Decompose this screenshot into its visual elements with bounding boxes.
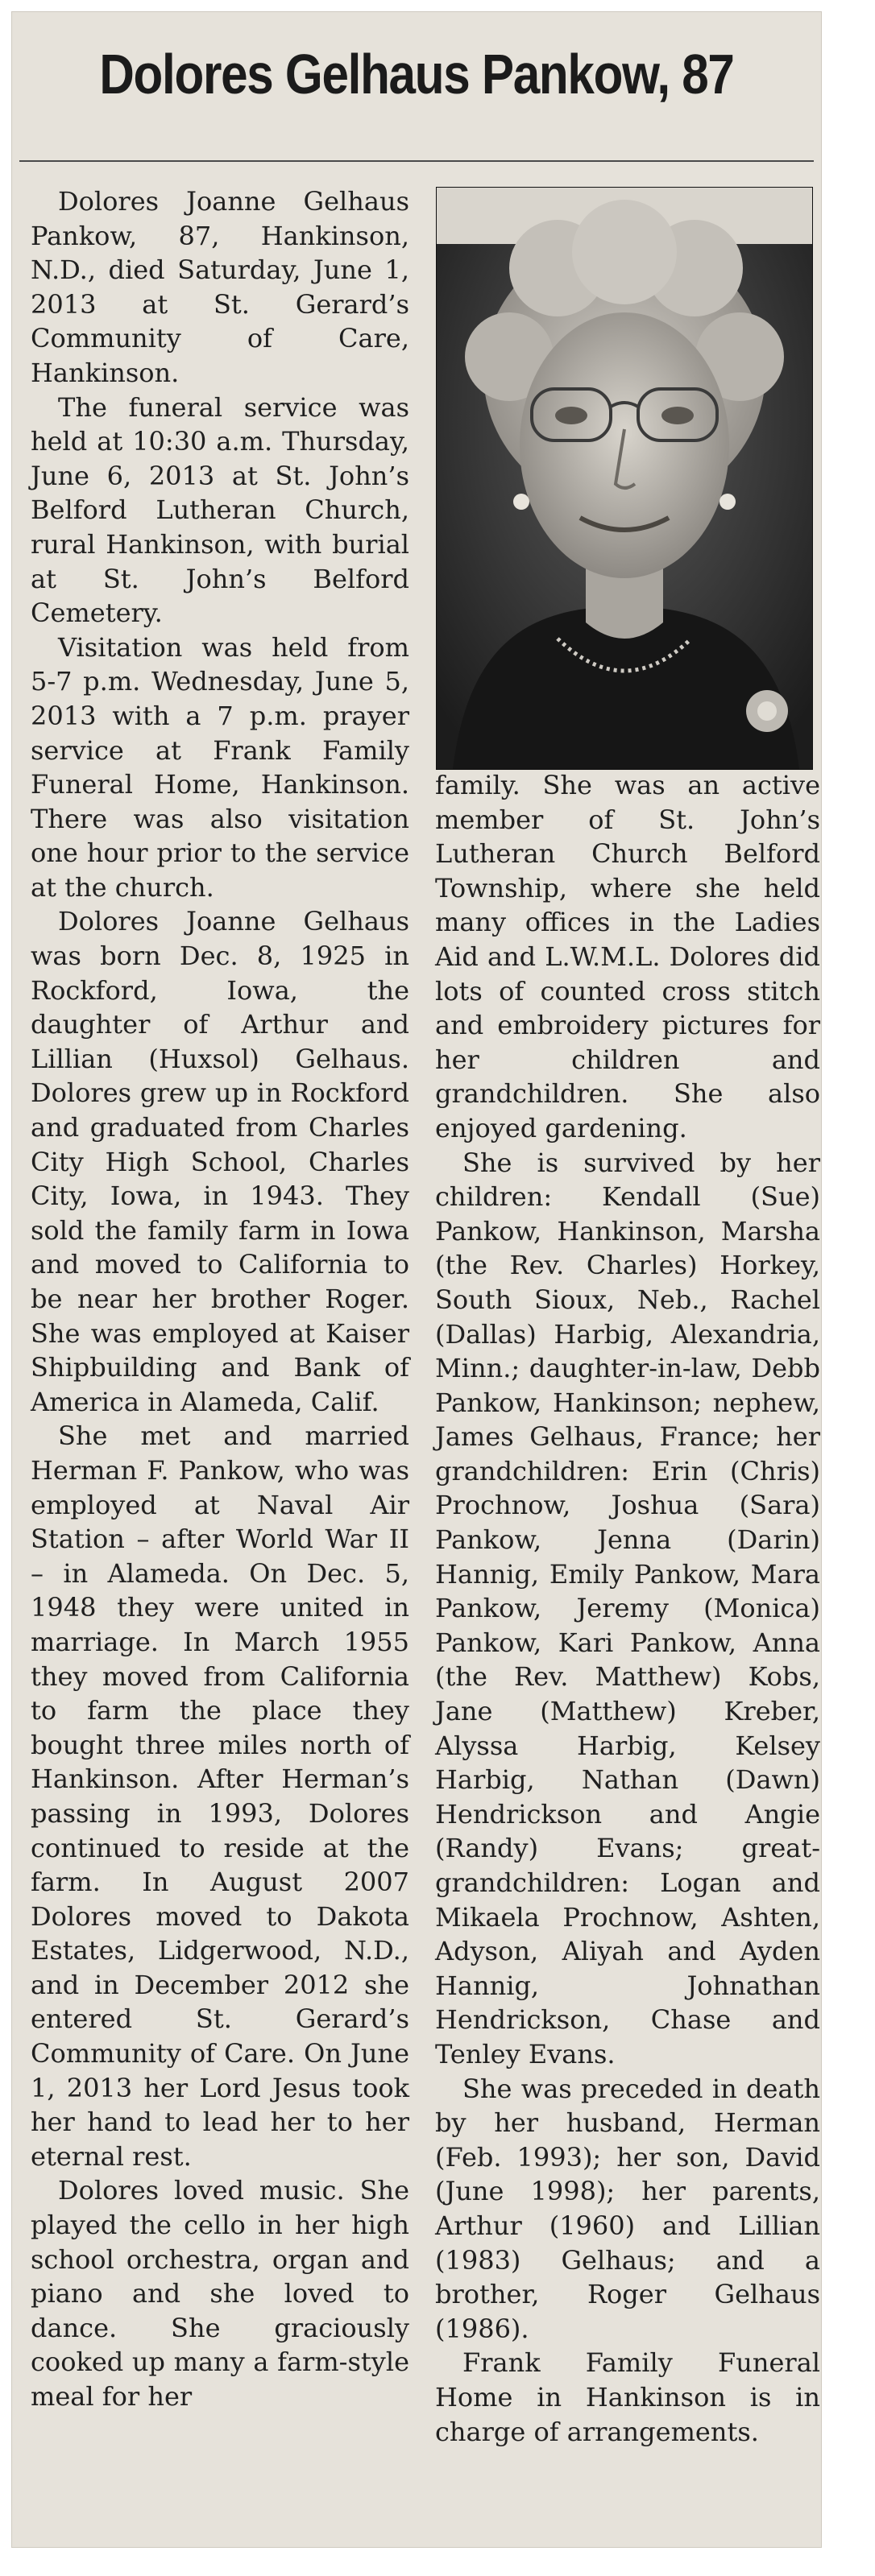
paragraph-preceded-in-death: She was preceded in death by her husband, Herman (Feb. 1993); her son, David (June 1998); her parents, Arthur (1960) and Lillian (1983) Gelhaus; and a brother, Roger Gelhaus (1986). (435, 2073, 820, 2344)
left-column (31, 184, 409, 2414)
paragraph-survivors: She is survived by her children: Kendall (Sue) Pankow, Hankinson, Marsha (the Rev. Charles) Horkey, South Sioux, Neb., Rachel (Dallas) Harbig, Alexandria, Minn.; daughter-in-law, Debb Pankow, Hankinson; nephew, James Gelhaus, France; her grandchildren: Erin (Chris) Prochnow, Joshua (Sara) Pankow, Jenna (Darin) Hannig, Emily Pankow, Mara Pankow, Jeremy (Monica) Pankow, Kari Pankow, Anna (the Rev. Matthew) Kobs, Jane (Matthew) Kreber, Alyssa Harbig, Kelsey Harbig, Nathan (Dawn) Hendrickson and Angie (Randy) Evans; great-grandchildren: Logan and Mikaela Prochnow, Ashten, Adyson, Aliyah and Ayden Hannig, Johnathan Hendrickson, Chase and Tenley Evans. (435, 1147, 820, 2069)
paragraph-arrangements: Frank Family Funeral Home in Hankinson is in charge of arrangements. (435, 2347, 820, 2447)
paragraph-death-notice: Dolores Joanne Gelhaus Pankow, 87, Hankinson, N.D., died Saturday, June 1, 2013 at St. Gerard’s Community of Care, Hankinson. (31, 186, 409, 388)
paragraph-funeral: The funeral service was held at 10:30 a.m. Thursday, June 6, 2013 at St. John’s Belford Lutheran Church, rural Hankinson, with burial at St. John’s Belford Cemetery. (31, 391, 409, 629)
paragraph-hobbies: Dolores loved music. She played the cello in her high school orchestra, organ and piano and she loved to dance. She graciously cooked up many a farm-style meal for her (31, 2175, 409, 2412)
paragraph-visitation: Visitation was held from 5-7 p.m. Wednesday, June 5, 2013 with a 7 p.m. prayer service at Frank Family Funeral Home, Hankinson. There was also visitation one hour prior to the service at the church. (31, 631, 409, 903)
paragraph-early-life: Dolores Joanne Gelhaus was born Dec. 8, 1925 in Rockford, Iowa, the daughter of Arthur and Lillian (Huxsol) Gelhaus. Dolores grew up in Rockford and graduated from Charles City High School, Charles City, Iowa, in 1943. They sold the family farm in Iowa and moved to California to be near her brother Roger. She was employed at Kaiser Shipbuilding and Bank of America in Alameda, Calif. (31, 906, 409, 1417)
paragraph-marriage: She met and married Herman F. Pankow, who was employed at Naval Air Station – after World War II – in Alameda. On Dec. 5, 1948 they were united in marriage. In March 1955 they moved from California to farm the place they bought three miles north of Hankinson. After Herman’s passing in 1993, Dolores continued to reside at the farm. In August 2007 Dolores moved to Dakota Estates, Lidgerwood, N.D., and in December 2012 she entered St. Gerard’s Community of Care. On June 1, 2013 her Lord Jesus took her hand to lead her to her eternal rest. (31, 1420, 409, 2172)
right-column (435, 768, 820, 2449)
paragraph-hobbies-continued: family. She was an active member of St. John’s Lutheran Church Belford Township, where she held many offices in the Ladies Aid and L.W.M.L. Dolores did lots of counted cross stitch and embroidery pictures for her children and grandchildren. She also enjoyed gardening. (435, 770, 820, 1143)
obituary-clipping (11, 11, 822, 2548)
portrait-photo (436, 187, 813, 770)
headline-rule (19, 160, 814, 162)
headline: Dolores Gelhaus Pankow, 87 (99, 43, 734, 105)
portrait-illustration (437, 188, 812, 769)
